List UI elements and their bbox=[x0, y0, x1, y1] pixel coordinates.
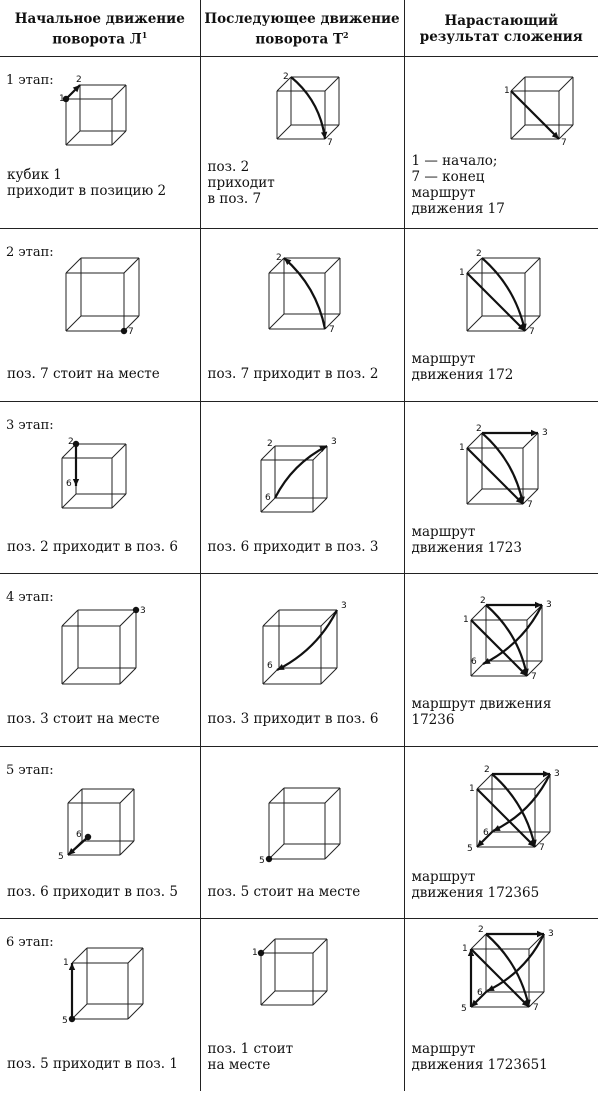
caption: маршрут движения 1723651 bbox=[412, 1041, 548, 1073]
arrowhead-icon bbox=[73, 479, 79, 486]
cube-edge bbox=[124, 258, 139, 273]
cell bbox=[201, 919, 404, 1089]
cube-edge bbox=[313, 939, 327, 953]
cell bbox=[0, 229, 200, 399]
cube-edge bbox=[277, 125, 291, 139]
cube-wireframe bbox=[261, 446, 327, 512]
cube-edge bbox=[72, 948, 87, 963]
position-label: 3 bbox=[542, 428, 548, 438]
cube-edge bbox=[467, 316, 482, 331]
cube-diagram bbox=[0, 57, 200, 231]
cube-edge bbox=[128, 948, 143, 963]
cell bbox=[405, 747, 598, 917]
position-label: 3 bbox=[548, 929, 554, 939]
caption: поз. 3 приходит в поз. 6 bbox=[208, 711, 379, 727]
cell bbox=[201, 574, 404, 744]
cube-edge bbox=[62, 668, 78, 684]
position-label: 1 bbox=[462, 944, 468, 954]
cube-wireframe bbox=[263, 610, 337, 684]
stage-label: 4 этап: bbox=[6, 590, 54, 605]
cube-edge bbox=[467, 258, 482, 273]
cell bbox=[405, 402, 598, 572]
cube-wireframe bbox=[62, 610, 136, 684]
cube-wireframe bbox=[277, 77, 339, 139]
position-label: 2 bbox=[283, 72, 289, 82]
cube-edge bbox=[477, 774, 492, 789]
cube-wireframe bbox=[66, 85, 126, 145]
cell bbox=[405, 229, 598, 399]
cube-edge bbox=[523, 433, 538, 448]
cube-edge bbox=[525, 258, 540, 273]
cell bbox=[0, 574, 200, 744]
position-label: 6 bbox=[267, 661, 273, 671]
arrowhead-icon bbox=[531, 429, 538, 435]
position-label: 2 bbox=[76, 75, 82, 85]
arrowhead-icon bbox=[69, 963, 75, 970]
route-arc bbox=[291, 77, 325, 139]
table-row bbox=[0, 919, 598, 1091]
cube-edge bbox=[471, 934, 486, 949]
cube-edge bbox=[325, 844, 340, 859]
position-label: 7 bbox=[527, 500, 533, 510]
position-label: 1 bbox=[504, 86, 510, 96]
cube-wireframe bbox=[511, 77, 573, 139]
caption: поз. 5 приходит в поз. 1 bbox=[7, 1056, 178, 1072]
table-row bbox=[0, 56, 598, 229]
position-label: 5 bbox=[62, 1016, 68, 1026]
cube-edge bbox=[128, 1004, 143, 1019]
position-label: 1 bbox=[459, 268, 465, 278]
caption: поз. 2 приходит в поз. 6 bbox=[7, 539, 178, 555]
header-row bbox=[0, 0, 598, 56]
cube-wireframe bbox=[467, 433, 538, 504]
cube-edge bbox=[66, 131, 80, 145]
cube-edge bbox=[112, 494, 126, 508]
position-label: 6 bbox=[265, 493, 271, 503]
cube-edge bbox=[112, 85, 126, 99]
cube-edge bbox=[559, 125, 573, 139]
position-label: 7 bbox=[539, 843, 545, 853]
cube-edge bbox=[112, 444, 126, 458]
position-label: 7 bbox=[329, 325, 335, 335]
cell bbox=[201, 57, 404, 227]
caption: поз. 5 стоит на месте bbox=[208, 884, 361, 900]
cube-edge bbox=[66, 258, 81, 273]
cube-wireframe bbox=[471, 605, 542, 676]
cube-wireframe bbox=[72, 948, 143, 1019]
cube-edge bbox=[313, 498, 327, 512]
cube-edge bbox=[66, 316, 81, 331]
cell bbox=[0, 747, 200, 917]
position-label: 7 bbox=[128, 327, 134, 337]
position-label: 2 bbox=[267, 439, 273, 449]
cube-edge bbox=[511, 77, 525, 91]
cell bbox=[0, 57, 200, 227]
cube-edge bbox=[467, 489, 482, 504]
cube-edge bbox=[261, 991, 275, 1005]
header-col3: Нарастающий результат сложения bbox=[404, 0, 598, 56]
cube-wireframe bbox=[66, 258, 139, 331]
cube-wireframe bbox=[467, 258, 540, 331]
cube-edge bbox=[120, 841, 134, 855]
position-label: 3 bbox=[331, 437, 337, 447]
cell bbox=[0, 919, 200, 1089]
position-label: 1 bbox=[59, 94, 65, 104]
position-label: 3 bbox=[554, 769, 560, 779]
cube-edge bbox=[62, 610, 78, 626]
cube-edge bbox=[313, 991, 327, 1005]
position-label: 5 bbox=[259, 856, 265, 866]
cube-edge bbox=[321, 668, 337, 684]
cube-edge bbox=[120, 668, 136, 684]
cube-edge bbox=[511, 125, 525, 139]
position-label: 1 bbox=[252, 948, 258, 958]
cube-edge bbox=[112, 131, 126, 145]
position-dot-icon bbox=[121, 328, 127, 334]
position-label: 3 bbox=[341, 601, 347, 611]
cube-wireframe bbox=[269, 258, 340, 329]
caption: поз. 6 приходит в поз. 3 bbox=[208, 539, 379, 555]
position-label: 2 bbox=[478, 925, 484, 935]
cube-edge bbox=[269, 314, 284, 329]
cube-edge bbox=[120, 610, 136, 626]
caption: маршрут движения 1723 bbox=[412, 524, 522, 556]
position-label: 7 bbox=[533, 1003, 539, 1013]
position-label: 7 bbox=[561, 138, 567, 148]
position-label: 5 bbox=[58, 852, 64, 862]
header-col2: Последующее движение поворота $Т^2$ bbox=[200, 0, 404, 56]
cube-edge bbox=[269, 788, 284, 803]
position-label: 2 bbox=[276, 253, 282, 263]
position-label: 1 bbox=[63, 958, 69, 968]
position-label: 6 bbox=[66, 479, 72, 489]
position-label: 6 bbox=[76, 830, 82, 840]
stage-label: 2 этап: bbox=[6, 245, 54, 260]
cube-wireframe bbox=[62, 444, 126, 508]
cell bbox=[0, 402, 200, 572]
caption: 1 — начало; 7 — конец маршрут движения 17 bbox=[412, 153, 505, 217]
cell bbox=[405, 919, 598, 1089]
cell bbox=[201, 747, 404, 917]
position-label: 2 bbox=[480, 596, 486, 606]
cube-edge bbox=[325, 258, 340, 273]
cell bbox=[405, 57, 598, 227]
cube-edge bbox=[471, 605, 486, 620]
table-row bbox=[0, 229, 598, 402]
position-label: 7 bbox=[531, 672, 537, 682]
cell bbox=[405, 574, 598, 744]
cube-edge bbox=[559, 77, 573, 91]
caption: поз. 3 стоит на месте bbox=[7, 711, 160, 727]
caption: поз. 7 стоит на месте bbox=[7, 366, 160, 382]
table-row bbox=[0, 401, 598, 574]
cube-edge bbox=[467, 433, 482, 448]
cube-edge bbox=[68, 789, 82, 803]
cell bbox=[201, 402, 404, 572]
caption: кубик 1 приходит в позицию 2 bbox=[7, 167, 166, 199]
cell bbox=[201, 229, 404, 399]
caption: поз. 1 стоит на месте bbox=[208, 1041, 294, 1073]
caption: маршрут движения 17236 bbox=[412, 696, 552, 728]
cube-edge bbox=[62, 494, 76, 508]
position-dot-icon bbox=[133, 607, 139, 613]
caption: поз. 6 приходит в поз. 5 bbox=[7, 884, 178, 900]
header-col1: Начальное движение поворота $Л^1$ bbox=[0, 0, 200, 56]
cube-wireframe bbox=[261, 939, 327, 1005]
stage-label: 5 этап: bbox=[6, 763, 54, 778]
position-label: 3 bbox=[140, 606, 146, 616]
caption: маршрут движения 172 bbox=[412, 351, 514, 383]
stage-label: 6 этап: bbox=[6, 935, 54, 950]
position-label: 1 bbox=[469, 784, 475, 794]
cube-edge bbox=[263, 610, 279, 626]
position-label: 6 bbox=[483, 828, 489, 838]
position-dot-icon bbox=[265, 856, 271, 862]
cube-svg bbox=[0, 57, 200, 227]
cube-edge bbox=[120, 789, 134, 803]
position-label: 2 bbox=[476, 249, 482, 259]
caption: поз. 7 приходит в поз. 2 bbox=[208, 366, 379, 382]
caption: поз. 2 приходит в поз. 7 bbox=[208, 159, 275, 207]
position-label: 7 bbox=[327, 138, 333, 148]
caption: маршрут движения 172365 bbox=[412, 869, 540, 901]
position-label: 3 bbox=[546, 600, 552, 610]
position-label: 1 bbox=[463, 615, 469, 625]
position-label: 7 bbox=[529, 327, 535, 337]
cube-edge bbox=[325, 788, 340, 803]
table-row bbox=[0, 746, 598, 919]
position-dot-icon bbox=[257, 950, 263, 956]
cube-wireframe bbox=[269, 788, 340, 859]
position-label: 2 bbox=[68, 437, 74, 447]
route-arc bbox=[284, 258, 325, 329]
stage-label: 3 этап: bbox=[6, 418, 54, 433]
stage-label: 1 этап: bbox=[6, 73, 54, 88]
table-row bbox=[0, 574, 598, 747]
cube-edge bbox=[325, 77, 339, 91]
position-label: 1 bbox=[459, 443, 465, 453]
position-label: 2 bbox=[476, 424, 482, 434]
position-label: 5 bbox=[467, 844, 473, 854]
position-label: 6 bbox=[471, 657, 477, 667]
position-label: 2 bbox=[484, 765, 490, 775]
position-label: 6 bbox=[477, 988, 483, 998]
position-label: 5 bbox=[461, 1004, 467, 1014]
